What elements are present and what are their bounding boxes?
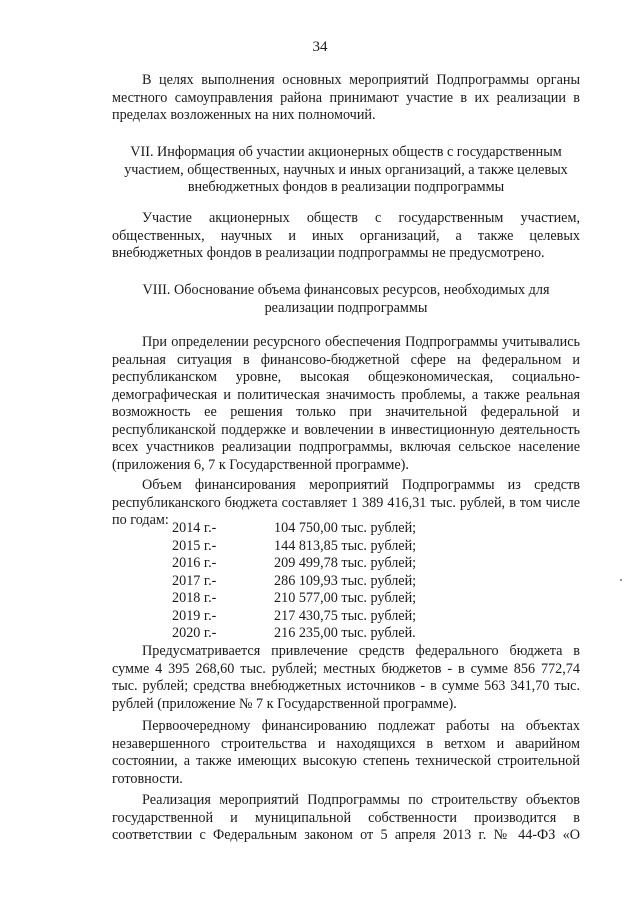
text-line: внебюджетных фондов в реализации подпрограммы не предусмотрено. (112, 245, 545, 261)
heading-line: участием, общественных, научных и иных организаций, а также целевых (124, 161, 568, 178)
paragraph-priority-funding (112, 718, 580, 788)
scan-speck (620, 579, 622, 581)
text-line: Предусматривается привлечение средств федерального бюджета в (142, 643, 580, 659)
text-line: реальная ситуация в финансово-бюджетной сфере на федеральном и (112, 351, 580, 368)
heading-line: внебюджетных фондов в реализации подпрограммы (187, 179, 505, 195)
text-line: состоянии, а также имеющих высокую степень технической строительной (112, 753, 580, 769)
text-line: Реализация мероприятий Подпрограммы по строительству объектов (142, 792, 580, 808)
year-label: 2014 г.- (172, 520, 217, 536)
text-line: Объем финансирования мероприятий Подпрограммы из средств (142, 477, 580, 493)
heading-line: VIII. Обоснование объема финансовых ресурсов, необходимых для (142, 282, 550, 298)
text-line: сумме 4 395 268,60 тыс. рублей; местных бюджетов - в сумме 856 772,74 (112, 660, 580, 677)
text-line: рублей (приложение № 7 к Государственной программе). (112, 695, 457, 712)
year-label: 2017 г.- (172, 572, 217, 589)
year-amount: 217 430,75 тыс. рублей; (274, 607, 417, 624)
section-heading-viii (112, 282, 580, 317)
year-label: 2016 г.- (172, 555, 217, 571)
paragraph-resource-provision (112, 334, 580, 474)
text-line: Первоочередному финансированию подлежат работы на объектах (142, 718, 580, 734)
year-amount: 104 750,00 тыс. рублей; (274, 520, 417, 536)
text-line: В целях выполнения основных мероприятий Подпрограммы органы (142, 72, 580, 88)
text-line: Участие акционерных обществ с государственным участием, (142, 210, 580, 226)
text-line: по годам: (112, 512, 169, 528)
year-amount: 286 109,93 тыс. рублей; (274, 572, 417, 589)
text-line: демографическая и политическая значимость проблемы, а также реальная (112, 386, 580, 403)
text-line: общественных, научных и иных организаций, а также целевых (112, 227, 580, 244)
year-label: 2019 г.- (172, 607, 217, 624)
page-number: 34 (312, 39, 328, 55)
paragraph-federal-funds (112, 643, 580, 713)
text-line: всех участников реализации подпрограммы, включая сельское население (112, 439, 580, 455)
text-line: незавершенного строительства и находящихся в ветхом и аварийном (112, 735, 580, 752)
heading-line: VII. Информация об участии акционерных обществ с государственным (130, 144, 562, 160)
year-label: 2020 г.- (172, 625, 217, 641)
text-line: возможность ее решения только при значительной федеральной и (112, 404, 580, 420)
paragraph-local-government (112, 72, 580, 125)
year-amount: 209 499,78 тыс. рублей; (274, 555, 417, 571)
text-line: республиканской поддержке и вовлечении в инвестиционную деятельность (112, 421, 580, 438)
year-label: 2018 г.- (172, 590, 217, 606)
text-line: республиканском уровне, высокая общеэкономическая, социально- (112, 369, 580, 385)
year-amount: 216 235,00 тыс. рублей. (274, 625, 416, 641)
text-line: При определении ресурсного обеспечения Подпрограммы учитывались (142, 334, 580, 350)
year-amount: 210 577,00 тыс. рублей; (274, 590, 417, 606)
heading-line: реализации подпрограммы (264, 299, 428, 316)
text-line: республиканского бюджета составляет 1 389 416,31 тыс. рублей, в том числе (112, 494, 580, 511)
section-heading-vii (112, 144, 580, 197)
text-line: соответствии с Федеральным законом от 5 апреля 2013 г. № 44-ФЗ «О (112, 827, 580, 843)
text-line: готовности. (112, 770, 183, 787)
paragraph-implementation (112, 792, 580, 845)
text-line: местного самоуправления района принимают участие в их реализации в (112, 89, 580, 106)
year-amount: 144 813,85 тыс. рублей; (274, 537, 417, 554)
year-label: 2015 г.- (172, 537, 217, 554)
text-line: (приложения 6, 7 к Государственной программе). (112, 456, 409, 473)
text-line: тыс. рублей; средства внебюджетных источников - в сумме 563 341,70 тыс. (112, 678, 580, 694)
text-line: государственной и муниципальной собственности производится в (112, 809, 580, 826)
paragraph-participation (112, 210, 580, 263)
text-line: пределах возложенных на них полномочий. (112, 107, 376, 123)
